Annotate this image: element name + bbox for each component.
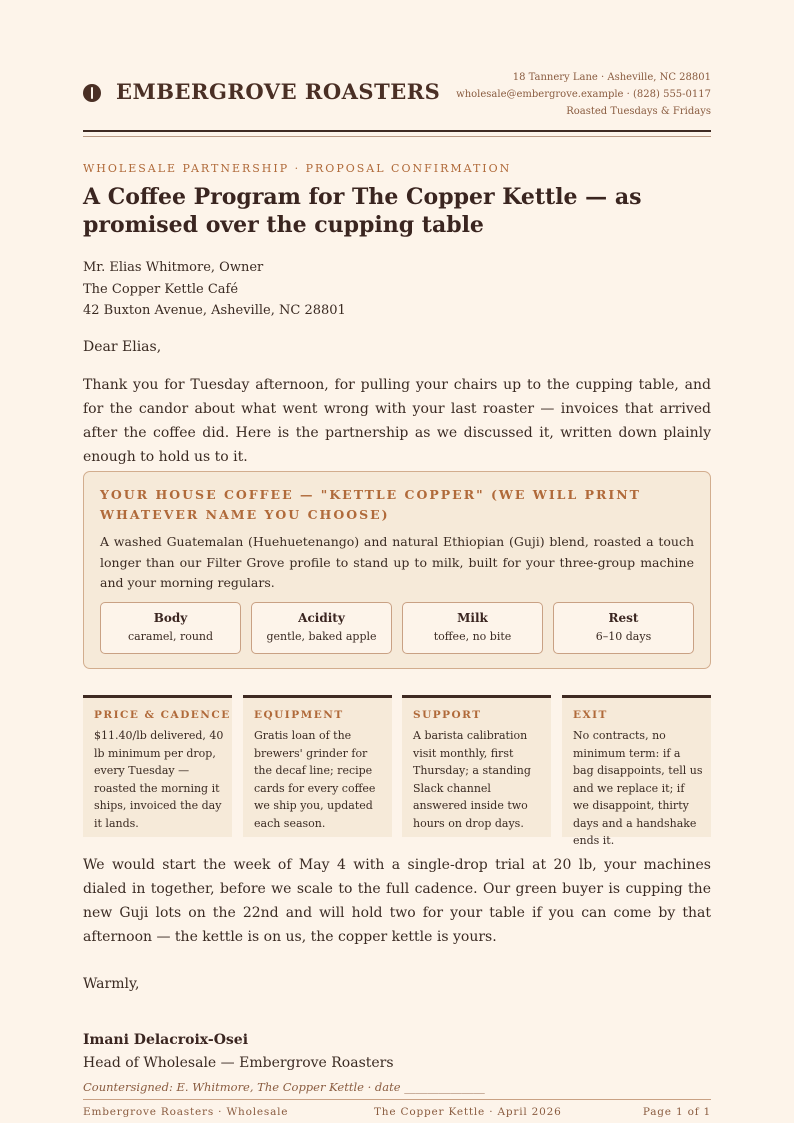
note-value: 6–10 days	[595, 630, 652, 643]
term-body: A barista calibration visit monthly, first Thursday; a standing Slack channel answered inside two hours on drop days.	[413, 729, 531, 830]
contact-address: 18 Tannery Lane · Asheville, NC 28801	[512, 72, 711, 83]
roast-schedule: Roasted Tuesdays & Fridays	[566, 106, 711, 117]
page-title: A Coffee Program for The Copper Kettle — as promised over the cupping table	[83, 184, 642, 238]
closing-paragraph: We would start the week of May 4 with a single-drop trial at 20 lb, your machines dialed in together, before we scale to the full cadence. Our green buyer is cupping the new Guji lots on the 22nd and will hold two for your table if you can come by that afternoon — the kettle is on us, the copper kettle is yours.	[83, 857, 711, 945]
signoff: Warmly,	[83, 976, 140, 992]
recipient-company: The Copper Kettle Café	[83, 281, 239, 297]
note-value: toffee, no bite	[433, 630, 512, 643]
note-card-rest	[553, 602, 694, 654]
brand-name: EMBERGROVE ROASTERS	[116, 79, 441, 104]
note-card-body	[100, 602, 241, 654]
note-label: Milk	[457, 611, 488, 625]
tasting-notes	[100, 602, 694, 654]
salutation: Dear Elias,	[83, 339, 162, 355]
term-body: Gratis loan of the brewers' grinder for the decaf line; recipe cards for every coffee we ship you, updated each season.	[254, 729, 376, 830]
countersign-line: Countersigned: E. Whitmore, The Copper Kettle · date ______________	[83, 1080, 485, 1094]
recipient-address	[83, 257, 346, 322]
header-rule-thin	[83, 136, 711, 137]
note-value: gentle, baked apple	[266, 630, 377, 643]
recipient-name: Mr. Elias Whitmore, Owner	[83, 260, 264, 275]
term-heading: SUPPORT	[413, 709, 482, 721]
note-value: caramel, round	[127, 630, 214, 643]
note-card-milk	[402, 602, 543, 654]
term-exit	[562, 695, 711, 847]
letterhead	[83, 66, 711, 122]
document-eyebrow: WHOLESALE PARTNERSHIP · PROPOSAL CONFIRMATION	[83, 162, 512, 175]
contact-email-phone: wholesale@embergrove.example · (828) 555-0117	[456, 89, 711, 100]
term-heading: EXIT	[573, 709, 608, 721]
term-heading: PRICE & CADENCE	[94, 709, 231, 721]
term-equipment	[243, 695, 392, 837]
house-coffee-heading: YOUR HOUSE COFFEE — "KETTLE COPPER" (WE WILL PRINT WHATEVER NAME YOU CHOOSE)	[100, 487, 641, 522]
contact-block	[456, 69, 711, 120]
note-card-acidity	[251, 602, 392, 654]
note-label: Body	[153, 611, 188, 625]
footer-left: Embergrove Roasters · Wholesale	[83, 1106, 289, 1118]
term-support	[402, 695, 551, 837]
footer-center: The Copper Kettle · April 2026	[374, 1106, 562, 1118]
letter-page	[83, 0, 711, 1123]
note-label: Rest	[608, 611, 639, 625]
signer-name: Imani Delacroix-Osei	[83, 1032, 249, 1048]
terms-grid	[83, 695, 711, 847]
coffee-bean-icon	[83, 84, 101, 102]
intro-paragraph: Thank you for Tuesday afternoon, for pulling your chairs up to the cupping table, and for the candor about what went wrong with your last roaster — invoices that arrived after the coffee did. Here is the partnership as we discussed it, written down plainly enough to hold us to it.	[83, 377, 711, 465]
term-price-cadence	[83, 695, 232, 837]
house-coffee-description: A washed Guatemalan (Huehuetenango) and natural Ethiopian (Guji) blend, roasted a touch longer than our Filter Grove profile to stand up to milk, built for your three-group machine and your morning regulars.	[100, 534, 694, 590]
signer-title: Head of Wholesale — Embergrove Roasters	[83, 1055, 394, 1071]
term-body: $11.40/lb delivered, 40 lb minimum per drop, every Tuesday — roasted the morning it ships, invoiced the day it lands.	[94, 729, 224, 830]
footer-rule	[83, 1099, 711, 1100]
header-rule	[83, 130, 711, 132]
term-body: No contracts, no minimum term: if a bag disappoints, tell us and we replace it; if we disappoint, thirty days and a handshake ends it.	[573, 729, 703, 847]
recipient-street: 42 Buxton Avenue, Asheville, NC 28801	[83, 303, 346, 318]
house-coffee-panel	[83, 471, 711, 669]
note-label: Acidity	[298, 611, 345, 625]
term-heading: EQUIPMENT	[254, 709, 344, 721]
page-number: Page 1 of 1	[642, 1106, 711, 1118]
